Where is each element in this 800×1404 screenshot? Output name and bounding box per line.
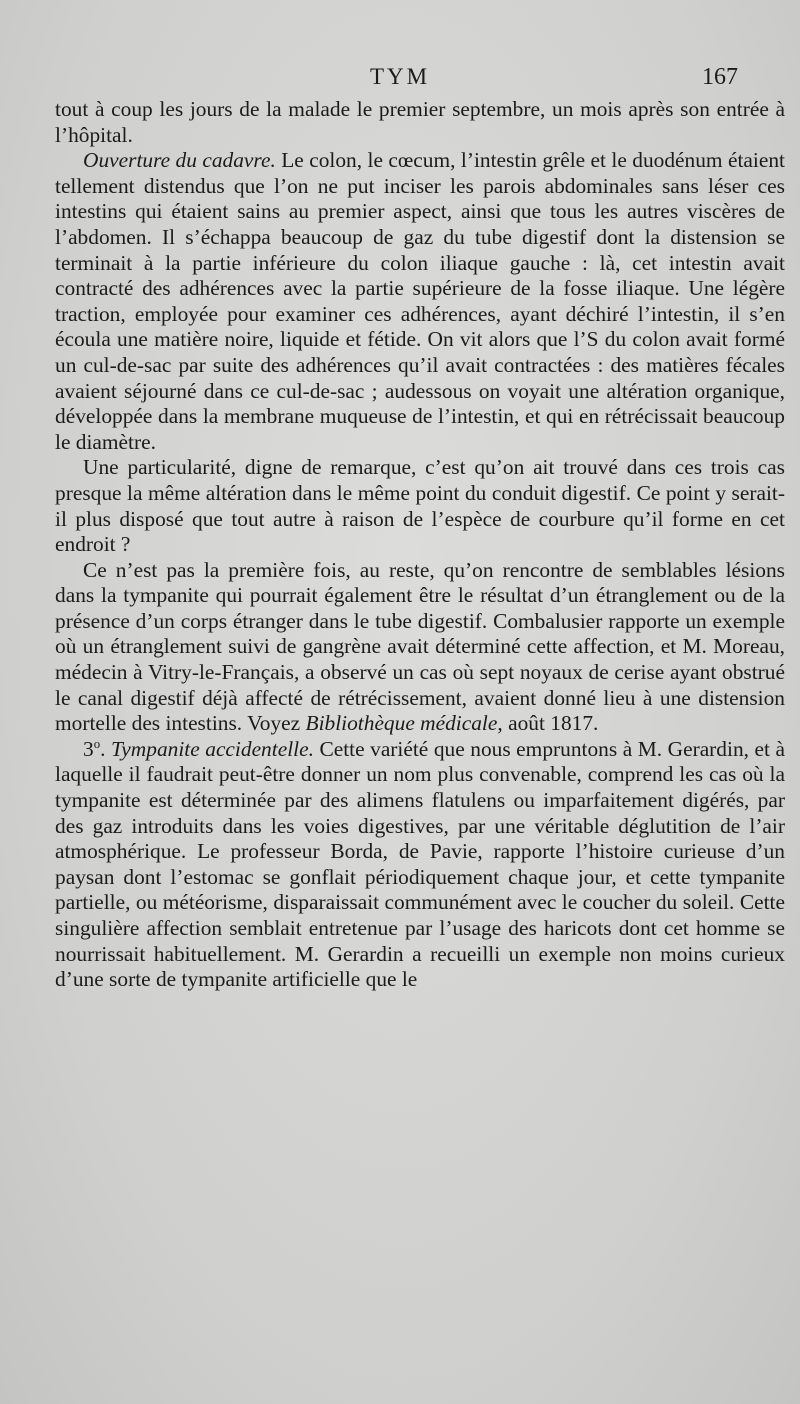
text-run: Cette variété que nous empruntons à M. Gerardin, et à laquelle il faudrait peut-être donner un nom plus convenable, comprend les cas où la tympanite est déterminée par des alimens flatulens ou imparfaitement digérés, par des gaz introduits dans les voies digestives, par une véritable déglutition de l’air atmosphérique. Le professeur Borda, de Pavie, rapporte l’histoire curieuse d’un paysan dont l’estomac se gonflait périodiquement chaque jour, et cette tympanite partielle, ou météorisme, disparaissait communément avec le coucher du soleil. Cette singulière affection semblait entretenue par l’usage des haricots dont cet homme se nourrissait habituellement. M. Gerardin a recueilli un exemple non moins curieux d’une sorte de tympanite artificielle que le (55, 736, 785, 992)
paragraph (55, 97, 785, 148)
paragraph (55, 148, 785, 455)
text-run: Le colon, le cœcum, l’intestin grêle et le duodénum étaient tellement distendus que l’on ne put inciser les parois abdominales sans léser ces intestins qui étaient sains au premier aspect, ainsi que tous les autres viscères de l’abdomen. Il s’échappa beaucoup de gaz du tube digestif dont la distension se terminait à la partie inférieure du colon iliaque gauche : là, cet intestin avait contracté des adhérences avec la partie supérieure de la fosse iliaque. Une légère traction, employée pour examiner ces adhérences, ayant déchiré l’intestin, il s’en écoula une matière noire, liquide et fétide. On vit alors que l’S du colon avait formé un cul-de-sac par suite des adhérences qu’il avait contractées : des matières fécales avaient séjourné dans ce cul-de-sac ; audessous on voyait une altération organique, développée dans la membrane muqueuse de l’intestin, et qui en rétrécissait beaucoup le diamètre. (55, 148, 786, 454)
text-run: Une particularité, digne de remarque, c’est qu’on ait trouvé dans ces trois cas presque la même altération dans le même point du conduit digestif. Ce point y serait-il plus disposé que tout autre à raison de l’espèce de courbure qu’il forme en cet endroit ? (55, 455, 785, 557)
italic-text: Tympanite accidentelle. (111, 736, 314, 761)
italic-text: Bibliothèque médicale (305, 711, 498, 736)
text-run: tout à coup les jours de la malade le premier septembre, un mois après son entrée à l’hôpital. (55, 97, 785, 147)
superscript: o (93, 736, 101, 751)
text-run: . (100, 736, 111, 761)
text-run: Ce n’est pas la première fois, au reste, qu’on rencontre de semblables lésions dans la tympanite qui pourrait également être le résultat d’un étranglement ou de la présence d’un corps étranger dans le tube digestif. Combalusier rapporte un exemple où un étranglement suivi de gangrène avait déterminé cette affection, et M. Moreau, médecin à Vitry-le-Français, a observé un cas où sept noyaux de cerise ayant obstrué le canal digestif déjà affecté de rétrécissement, avaient donné lieu à une distension mortelle des intestins. Voyez (55, 557, 785, 736)
running-header (0, 64, 800, 96)
text-run: , août 1817. (497, 711, 599, 736)
body-text (55, 97, 785, 993)
page-number: 167 (702, 64, 738, 90)
text-run: 3 (83, 736, 94, 761)
paragraph (55, 558, 785, 737)
paragraph (55, 737, 785, 993)
running-title: TYM (369, 64, 431, 89)
paragraph (55, 455, 785, 557)
italic-text: Ouverture du cadavre. (83, 148, 276, 173)
